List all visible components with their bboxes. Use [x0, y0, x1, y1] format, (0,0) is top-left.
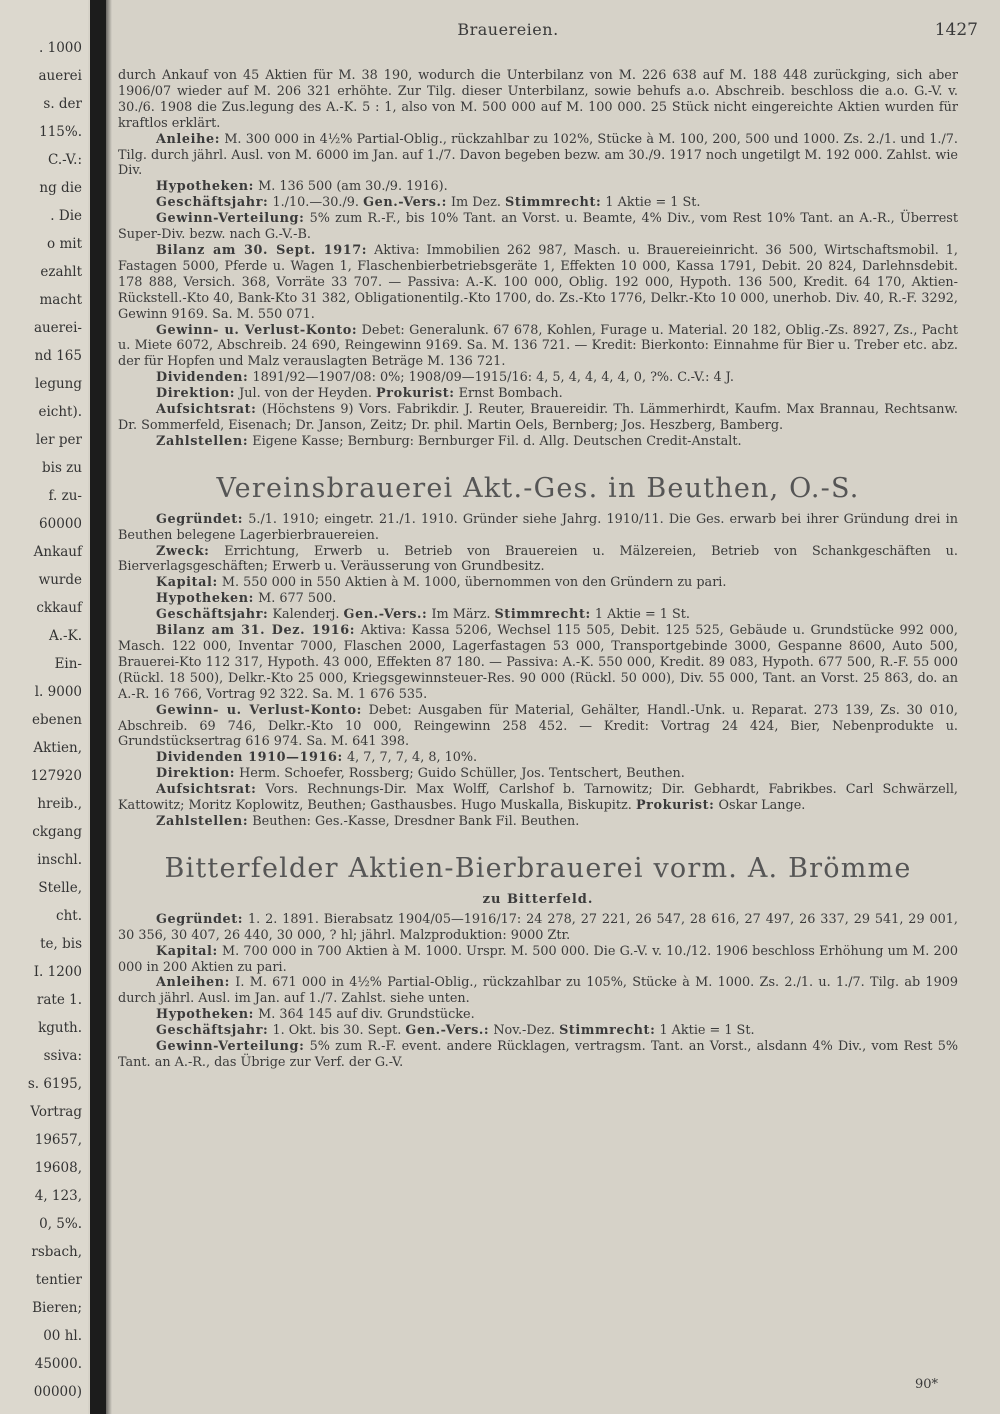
catchword: 90*	[914, 1377, 938, 1392]
kapital-label: Kapital:	[156, 943, 218, 959]
anleihe-label: Anleihe:	[156, 131, 221, 147]
margin-fragment: tentier	[35, 1272, 82, 1288]
company-title: Vereinsbrauerei Akt.-Ges. in Beuthen, O.-S.	[216, 472, 860, 504]
margin-fragment: cht.	[56, 908, 82, 924]
running-head	[118, 20, 978, 44]
margin-fragment: s. 6195,	[27, 1076, 82, 1092]
margin-fragment: 19608,	[34, 1160, 82, 1176]
gegruendet-paragraph	[118, 512, 958, 544]
direktion-paragraph	[118, 766, 958, 782]
bilanz-paragraph	[118, 623, 958, 703]
margin-fragment: 127920	[30, 768, 82, 784]
zweck-text: Errichtung, Erwerb u. Betrieb von Brauereien u. Mälzereien, Betrieb von Schankgeschäften u. Bierverlagsgeschäften; Erwerb u. Veräusserung von Grundbesitz.	[118, 543, 958, 575]
body-text	[118, 68, 958, 1071]
direktion-label: Direktion:	[156, 386, 236, 402]
guv-paragraph	[118, 703, 958, 751]
gewinnverteilung-label: Gewinn-Verteilung:	[156, 211, 305, 227]
hypotheken-label: Hypotheken:	[156, 1007, 255, 1023]
hypotheken-text: M. 364 145 auf div. Grundstücke.	[258, 1007, 475, 1023]
gewinnverteilung-paragraph	[118, 1039, 958, 1071]
margin-fragment: 19657,	[34, 1132, 82, 1148]
direktion-paragraph	[118, 386, 958, 402]
margin-fragment: A.-K.	[49, 628, 82, 644]
margin-fragment: auerei	[38, 68, 82, 84]
hypotheken-label: Hypotheken:	[156, 179, 255, 195]
dividenden-label: Dividenden 1910—1916:	[156, 750, 343, 766]
aufsichtsrat-text: (Höchstens 9) Vors. Fabrikdir. J. Reuter, Brauereidir. Th. Lämmerhirdt, Kaufm. Max Brannau, Rechtsanw. Dr. Sommerfeld, Eisenach; Dr. Janson, Zeitz; Dr. phil. Martin Oels, Bernberg; Jos. Heszberg, Bamberg.	[118, 402, 958, 433]
margin-fragment: I. 1200	[33, 964, 82, 980]
margin-fragment: C.-V.:	[48, 152, 82, 168]
stimmrecht-text: 1 Aktie = 1 St.	[605, 195, 701, 211]
geschaeftsjahr-paragraph	[118, 195, 958, 211]
entry-bitterfelder	[118, 852, 958, 1071]
entry-brauerei-continued	[118, 68, 958, 450]
geschaeftsjahr-paragraph	[118, 607, 958, 623]
adjacent-page-margin	[0, 0, 88, 1414]
gegruendet-text: 1. 2. 1891. Bierabsatz 1904/05—1916/17: 24 278, 27 221, 26 547, 28 616, 27 497, 26 337, 29 541, 29 001, 30 356, 30 407, 26 440, 30 000, ? hl; jährl. Malzproduktion: 9000 Ztr.	[118, 911, 958, 943]
hypotheken-paragraph	[118, 1007, 958, 1023]
zahlstellen-label: Zahlstellen:	[156, 813, 249, 829]
margin-fragment: 45000.	[34, 1356, 82, 1372]
margin-fragment: legung	[35, 376, 82, 392]
hypotheken-paragraph	[118, 591, 958, 607]
margin-fragment: rsbach,	[31, 1244, 82, 1260]
guv-label: Gewinn- u. Verlust-Konto:	[156, 702, 362, 718]
prokurist-text: Ernst Bombach.	[458, 386, 563, 402]
prokurist-text: Oskar Lange.	[718, 798, 806, 814]
margin-fragment: rate 1.	[36, 992, 82, 1008]
direktion-text: Herm. Schoefer, Rossberg; Guido Schüller, Jos. Tentschert, Beuthen.	[239, 766, 685, 782]
margin-fragment: bis zu	[42, 460, 82, 476]
gegruendet-paragraph	[118, 912, 958, 944]
margin-fragment: kguth.	[38, 1020, 82, 1036]
dividenden-paragraph	[118, 370, 958, 386]
margin-fragment: 00000)	[33, 1384, 82, 1400]
geschaeftsjahr-label: Geschäftsjahr:	[156, 195, 269, 211]
genvers-text: Im Dez.	[451, 195, 501, 211]
margin-fragment: 4, 123,	[34, 1188, 82, 1204]
genvers-text: Nov.-Dez.	[493, 1023, 555, 1039]
stimmrecht-text: 1 Aktie = 1 St.	[594, 607, 690, 623]
margin-fragment: Stelle,	[38, 880, 82, 896]
margin-fragment: . Die	[50, 208, 82, 224]
geschaeftsjahr-text: 1./10.—30./9.	[272, 195, 359, 211]
bilanz-text: Aktiva: Immobilien 262 987, Masch. u. Brauereieinricht. 36 500, Wirtschaftsmobil. 1, Fastagen 5000, Pferde u. Wagen 1, Flaschenbierbetriebsgeräte 1, Effekten 10 000, Kassa 1791, Debit. 20 824, Darlehnsdebit. 178 888, Versich. 368, Vorräte 33 707. — Passiva: A.-K. 100 000, Oblig. 192 000, Hypoth. 136 500, Kredit. 64 170, Aktien-Rückstell.-Kto 40, Bank-Kto 31 382, Obligationentilg.-Kto 1700, do. Zs.-Kto 1776, Delkr.-Kto 10 000, unerhob. Div. 40, R.-F. 3292, Gewinn 9169. Sa. M. 550 071.	[118, 242, 958, 322]
margin-fragment: ssiva:	[43, 1048, 82, 1064]
gewinnverteilung-label: Gewinn-Verteilung:	[156, 1039, 305, 1055]
kapital-text: M. 700 000 in 700 Aktien à M. 1000. Urspr. M. 500 000. Die G.-V. v. 10./12. 1906 beschloss Erhöhung um M. 200 000 in 200 Aktien zu pari.	[118, 943, 958, 975]
margin-fragment: Aktien,	[33, 740, 82, 756]
aufsichtsrat-text: Vors. Rechnungs-Dir. Max Wolff, Carlshof b. Tarnowitz; Dir. Gebhardt, Fabrikbes. Carl Schwärzell, Kattowitz; Moritz Koplowitz, Beuthen; Gasthausbes. Hugo Muskalla, Biskupitz.	[118, 782, 958, 814]
stimmrecht-text: 1 Aktie = 1 St.	[659, 1023, 755, 1039]
company-title: Bitterfelder Aktien-Bierbrauerei vorm. A. Brömme	[164, 852, 912, 884]
anleihe-paragraph	[118, 132, 958, 180]
aufsichtsrat-label: Aufsichtsrat:	[156, 402, 257, 418]
margin-fragment: . 1000	[39, 40, 82, 56]
zahlstellen-paragraph	[118, 434, 958, 450]
margin-fragment: 00 hl.	[43, 1328, 82, 1344]
zweck-paragraph	[118, 544, 958, 576]
book-gutter	[90, 0, 106, 1414]
margin-fragment: Vortrag	[30, 1104, 82, 1120]
gegruendet-label: Gegründet:	[156, 511, 244, 527]
aufsichtsrat-paragraph	[118, 782, 958, 814]
margin-fragment: macht	[39, 292, 82, 308]
margin-fragment: s. der	[43, 96, 82, 112]
zweck-label: Zweck:	[156, 543, 210, 559]
entry-vereinsbrauerei	[118, 472, 958, 830]
margin-fragment: 60000	[39, 516, 82, 532]
hypotheken-text: M. 136 500 (am 30./9. 1916).	[258, 179, 448, 195]
geschaeftsjahr-text: 1. Okt. bis 30. Sept.	[272, 1023, 402, 1039]
genvers-label: Gen.-Vers.:	[405, 1023, 490, 1039]
margin-fragment: eicht).	[38, 404, 82, 420]
stimmrecht-label: Stimmrecht:	[504, 195, 602, 211]
bilanz-label: Bilanz am 30. Sept. 1917:	[156, 242, 368, 258]
geschaeftsjahr-paragraph	[118, 1023, 958, 1039]
margin-fragment: f. zu-	[48, 488, 82, 504]
bilanz-text: Aktiva: Kassa 5206, Wechsel 115 505, Debit. 125 525, Gebäude u. Grundstücke 992 000, Masch. 122 000, Inventar 7000, Flaschen 2000, Lagerfastagen 53 000, Transportgebinde 3000, Gespanne 8600, Auto 500, Brauerei-Kto 112 317, Hypoth. 43 000, Effekten 87 180. — Passiva: A.-K. 550 000, Kredit. 89 083, Hypoth. 677 500, R.-F. 55 000 (Rückl. 18 500), Delkr.-Kto 25 000, Kriegsgewinnsteuer-Res. 90 000 (Rückl. 50 000), Div. 55 000, Tant. an Vorst. 25 863, do. an A.-R. 16 766, Vortrag 92 322. Sa. M. 1 676 535.	[118, 623, 959, 702]
dividenden-label: Dividenden:	[156, 370, 249, 386]
prokurist-label: Prokurist:	[635, 798, 715, 814]
margin-fragment: nd 165	[34, 348, 82, 364]
guv-label: Gewinn- u. Verlust-Konto:	[156, 322, 358, 338]
margin-fragment: 0, 5%.	[39, 1216, 82, 1232]
stimmrecht-label: Stimmrecht:	[559, 1023, 656, 1039]
margin-fragment: ng die	[39, 180, 82, 196]
margin-fragment: 115%.	[39, 124, 82, 140]
aufsichtsrat-paragraph	[118, 402, 958, 434]
gewinnverteilung-text: 5% zum R.-F., bis 10% Tant. an Vorst. u. Beamte, 4% Div., vom Rest 10% Tant. an A.-R., Überrest Super-Div. bezw. nach G.-V.-B.	[118, 211, 958, 243]
margin-fragment: ler per	[35, 432, 82, 448]
geschaeftsjahr-label: Geschäftsjahr:	[156, 607, 269, 623]
direktion-label: Direktion:	[156, 766, 236, 782]
genvers-label: Gen.-Vers.:	[363, 195, 447, 211]
document-page	[118, 0, 978, 1414]
direktion-text: Jul. von der Heyden.	[239, 386, 372, 402]
margin-fragment: ebenen	[32, 712, 82, 728]
gutter-shadow	[106, 0, 112, 1414]
aufsichtsrat-label: Aufsichtsrat:	[156, 782, 257, 798]
kapital-text: M. 550 000 in 550 Aktien à M. 1000, übernommen von den Gründern zu pari.	[221, 575, 727, 591]
margin-fragment: inschl.	[37, 852, 82, 868]
zahlstellen-text: Beuthen: Ges.-Kasse, Dresdner Bank Fil. Beuthen.	[252, 813, 580, 829]
genvers-text: Im März.	[431, 607, 491, 623]
hypotheken-paragraph	[118, 179, 958, 195]
guv-text: Debet: Generalunk. 67 678, Kohlen, Furage u. Material. 20 182, Oblig.-Zs. 8927, Zs., Pacht u. Miete 6072, Abschreib. 24 690, Reingewinn 9169. Sa. M. 136 721. — Kredit: Bierkonto: Einnahme für Bier u. Treber etc. abz. der für Hopfen und Malz verauslagten Beträge M. 136 721.	[118, 322, 958, 370]
margin-fragment: ckkauf	[36, 600, 82, 616]
margin-fragment: l. 9000	[34, 684, 82, 700]
dividenden-text: 4, 7, 7, 7, 4, 8, 10%.	[346, 750, 478, 766]
prokurist-label: Prokurist:	[376, 386, 455, 402]
history-paragraph: durch Ankauf von 45 Aktien für M. 38 190, wodurch die Unterbilanz von M. 226 638 auf M. 188 448 zurückging, sich aber 1906/07 wieder auf M. 206 321 erhöhte. Zur Tilg. dieser Unterbilanz, sowie behufs a.o. Abschreib. beschloss die a.o. G.-V. v. 30./6. 1908 die Zus.legung des A.-K. 5 : 1, also von M. 500 000 auf M. 100 000. 25 Stück nicht eingereichte Aktien wurden für kraftlos erklärt.	[118, 68, 958, 131]
margin-fragment: o mit	[47, 236, 82, 252]
company-location: zu Bitterfeld.	[482, 891, 594, 907]
anleihen-paragraph	[118, 975, 958, 1007]
anleihe-text: M. 300 000 in 4½% Partial-Oblig., rückzahlbar zu 102%, Stücke à M. 100, 200, 500 und 1000. Zs. 2./1. und 1./7. Tilg. durch jährl. Ausl. von M. 6000 im Jan. auf 1./7. Davon begeben bezw. am 30./9. 1917 noch ungetilgt M. 192 000. Zahlst. wie Div.	[118, 131, 958, 179]
geschaeftsjahr-label: Geschäftsjahr:	[156, 1023, 269, 1039]
gegruendet-label: Gegründet:	[156, 911, 244, 927]
stimmrecht-label: Stimmrecht:	[494, 607, 591, 623]
guv-paragraph	[118, 323, 958, 371]
margin-fragment: ckgang	[32, 824, 82, 840]
page-number: 1427	[934, 20, 978, 40]
anleihen-label: Anleihen:	[156, 975, 230, 991]
genvers-label: Gen.-Vers.:	[343, 607, 428, 623]
margin-fragment: auerei-	[33, 320, 82, 336]
gegruendet-text: 5./1. 1910; eingetr. 21./1. 1910. Gründer siehe Jahrg. 1910/11. Die Ges. erwarb bei ihrer Gründung drei in Beuthen belegene Lagerbierbrauereien.	[118, 511, 958, 543]
zahlstellen-label: Zahlstellen:	[156, 433, 249, 449]
margin-fragment: hreib.,	[37, 796, 82, 812]
margin-fragment: ezahlt	[40, 264, 82, 280]
kapital-paragraph	[118, 575, 958, 591]
kapital-label: Kapital:	[156, 575, 218, 591]
geschaeftsjahr-text: Kalenderj.	[272, 607, 340, 623]
running-title: Brauereien.	[457, 20, 559, 39]
gewinnverteilung-text: 5% zum R.-F. event. andere Rücklagen, vertragsm. Tant. an Vorst., alsdann 4% Div., vom Rest 5% Tant. an A.-R., das Übrige zur Verf. der G.-V.	[118, 1039, 959, 1070]
hypotheken-label: Hypotheken:	[156, 591, 255, 607]
margin-fragment: Bieren;	[32, 1300, 82, 1316]
hypotheken-text: M. 677 500.	[258, 591, 337, 607]
margin-fragment: wurde	[38, 572, 82, 588]
margin-fragment: te, bis	[40, 936, 82, 952]
zahlstellen-text: Eigene Kasse; Bernburg: Bernburger Fil. d. Allg. Deutschen Credit-Anstalt.	[252, 433, 742, 449]
dividenden-paragraph	[118, 750, 958, 766]
zahlstellen-paragraph	[118, 814, 958, 830]
bilanz-label: Bilanz am 31. Dez. 1916:	[156, 623, 356, 639]
gewinnverteilung-paragraph	[118, 211, 958, 243]
bilanz-paragraph	[118, 243, 958, 323]
anleihen-text: I. M. 671 000 in 4½% Partial-Oblig., rückzahlbar zu 105%, Stücke à M. 1000. Zs. 2./1. u. 1./7. Tilg. ab 1909 durch jährl. Ausl. im Jan. auf 1./7. Zahlst. siehe unten.	[118, 975, 959, 1007]
kapital-paragraph	[118, 944, 958, 976]
dividenden-text: 1891/92—1907/08: 0%; 1908/09—1915/16: 4, 5, 4, 4, 4, 4, 0, ?%. C.-V.: 4 J.	[252, 370, 734, 386]
guv-text: Debet: Ausgaben für Material, Gehälter, Handl.-Unk. u. Reparat. 273 139, Zs. 30 010, Abschreib. 69 746, Delkr.-Kto 10 000, Reingewinn 258 452. — Kredit: Vortrag 24 424, Bier, Nebenprodukte u. Grundstücksertrag 616 974. Sa. M. 641 398.	[118, 702, 958, 750]
margin-fragment: Ein-	[54, 656, 82, 672]
margin-fragment: Ankauf	[33, 544, 82, 560]
